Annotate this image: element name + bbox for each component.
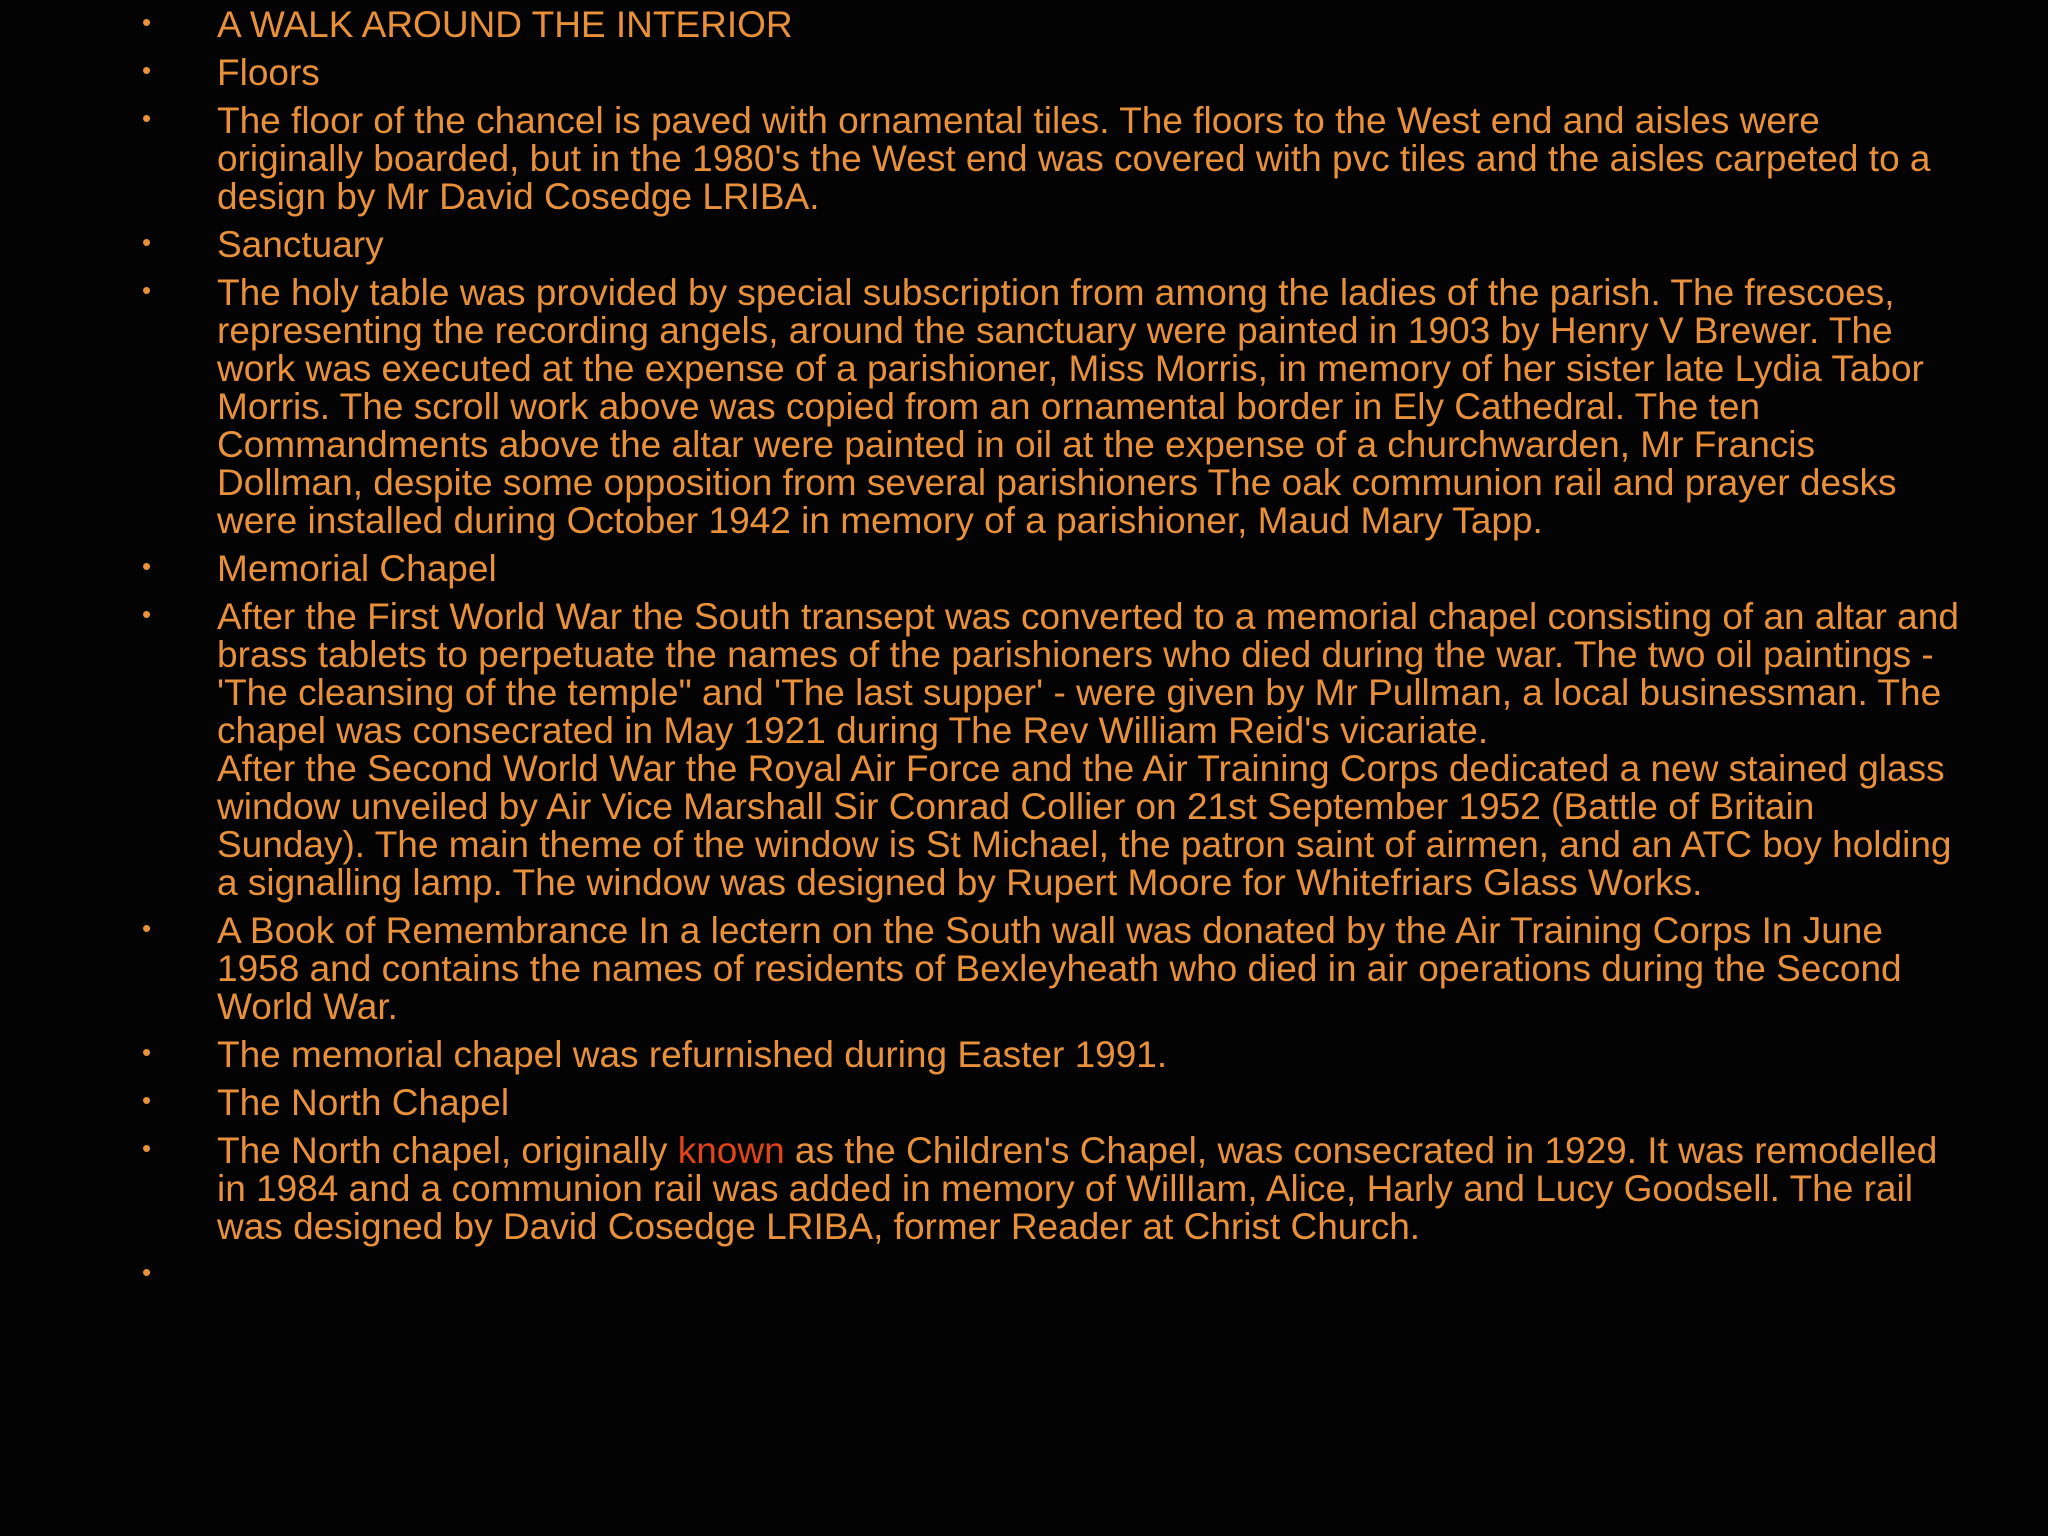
bullet-icon: • <box>142 913 152 943</box>
bullet-item-memorial-text <box>140 598 1960 902</box>
bullet-icon: • <box>142 103 152 133</box>
bullet-item-book-of-remembrance <box>140 912 1960 1026</box>
bullet-item-empty <box>140 1256 1960 1294</box>
bullet-icon: • <box>142 1133 152 1163</box>
bullet-item-floors-text <box>140 102 1960 216</box>
floors-paragraph: The floor of the chancel is paved with ornamental tiles. The floors to the West end and aisles were originally boarded, but in the 1980's the West end was covered with pvc tiles and the aisles carpeted to a design by Mr David Cosedge LRIBA. <box>217 100 1931 217</box>
north-chapel-text-end: as the Children's Chapel, was consecrated in 1929. It was remodelled in 1984 and a communion rail was added in memory of WillIam, Alice, Harly and Lucy Goodsell. The rail was designed by David Cosedge LRIBA, former Reader at Christ Church. <box>217 1130 1938 1247</box>
highlighted-word: known <box>677 1130 785 1171</box>
sanctuary-paragraph: The holy table was provided by special subscription from among the ladies of the parish. The frescoes, representing the recording angels, around the sanctuary were painted in 1903 by Henry V Brewer. The work was executed at the expense of a parishioner, Miss Morris, in memory of her sister late Lydia Tabor Morris. The scroll work above was copied from an ornamental border in Ely Cathedral. The ten Commandments above the altar were painted in oil at the expense of a churchwarden, Mr Francis Dollman, despite some opposition from several parishioners The oak communion rail and prayer desks were installed during October 1942 in memory of a parishioner, Maud Mary Tapp. <box>217 272 1924 541</box>
bullet-item-heading <box>140 6 1960 44</box>
bullet-icon: • <box>142 275 152 305</box>
section-heading-memorial-chapel: Memorial Chapel <box>217 548 497 589</box>
bullet-icon: • <box>142 55 152 85</box>
bullet-item-memorial-heading <box>140 550 1960 588</box>
bullet-icon: • <box>142 227 152 257</box>
slide-heading: A WALK AROUND THE INTERIOR <box>217 4 793 45</box>
north-chapel-paragraph <box>217 1132 1960 1246</box>
refurnished-paragraph: The memorial chapel was refurnished during Easter 1991. <box>217 1034 1168 1075</box>
memorial-paragraph-first-war: After the First World War the South transept was converted to a memorial chapel consisting of an altar and brass tablets to perpetuate the names of the parishioners who died during the war. The two oil paintings - 'The cleansing of the temple" and 'The last supper' - were given by Mr Pullman, a local businessman. The chapel was consecrated in May 1921 during The Rev William Reid's vicariate. <box>217 596 1959 751</box>
bullet-list <box>140 6 1960 1304</box>
bullet-icon: • <box>142 1257 152 1287</box>
section-heading-north-chapel: The North Chapel <box>217 1082 510 1123</box>
book-of-remembrance-paragraph: A Book of Remembrance In a lectern on the South wall was donated by the Air Training Corps In June 1958 and contains the names of residents of Bexleyheath who died in air operations during the Second World War. <box>217 910 1902 1027</box>
section-heading-floors: Floors <box>217 52 320 93</box>
bullet-item-refurnished <box>140 1036 1960 1074</box>
bullet-icon: • <box>142 7 152 37</box>
bullet-icon: • <box>142 1085 152 1115</box>
bullet-icon: • <box>142 551 152 581</box>
bullet-icon: • <box>142 599 152 629</box>
empty-bullet-text <box>217 1256 1960 1294</box>
bullet-item-sanctuary-heading <box>140 226 1960 264</box>
section-heading-sanctuary: Sanctuary <box>217 224 384 265</box>
bullet-item-north-chapel-text <box>140 1132 1960 1246</box>
bullet-icon: • <box>142 1037 152 1067</box>
north-chapel-text-start: The North chapel, originally <box>217 1130 678 1171</box>
bullet-item-sanctuary-text <box>140 274 1960 540</box>
bullet-item-north-chapel-heading <box>140 1084 1960 1122</box>
bullet-item-floors-heading <box>140 54 1960 92</box>
memorial-paragraph-second-war: After the Second World War the Royal Air Force and the Air Training Corps dedicated a new stained glass window unveiled by Air Vice Marshall Sir Conrad Collier on 21st September 1952 (Battle of Britain Sunday). The main theme of the window is St Michael, the patron saint of airmen, and an ATC boy holding a signalling lamp. The window was designed by Rupert Moore for Whitefriars Glass Works. <box>217 748 1952 903</box>
